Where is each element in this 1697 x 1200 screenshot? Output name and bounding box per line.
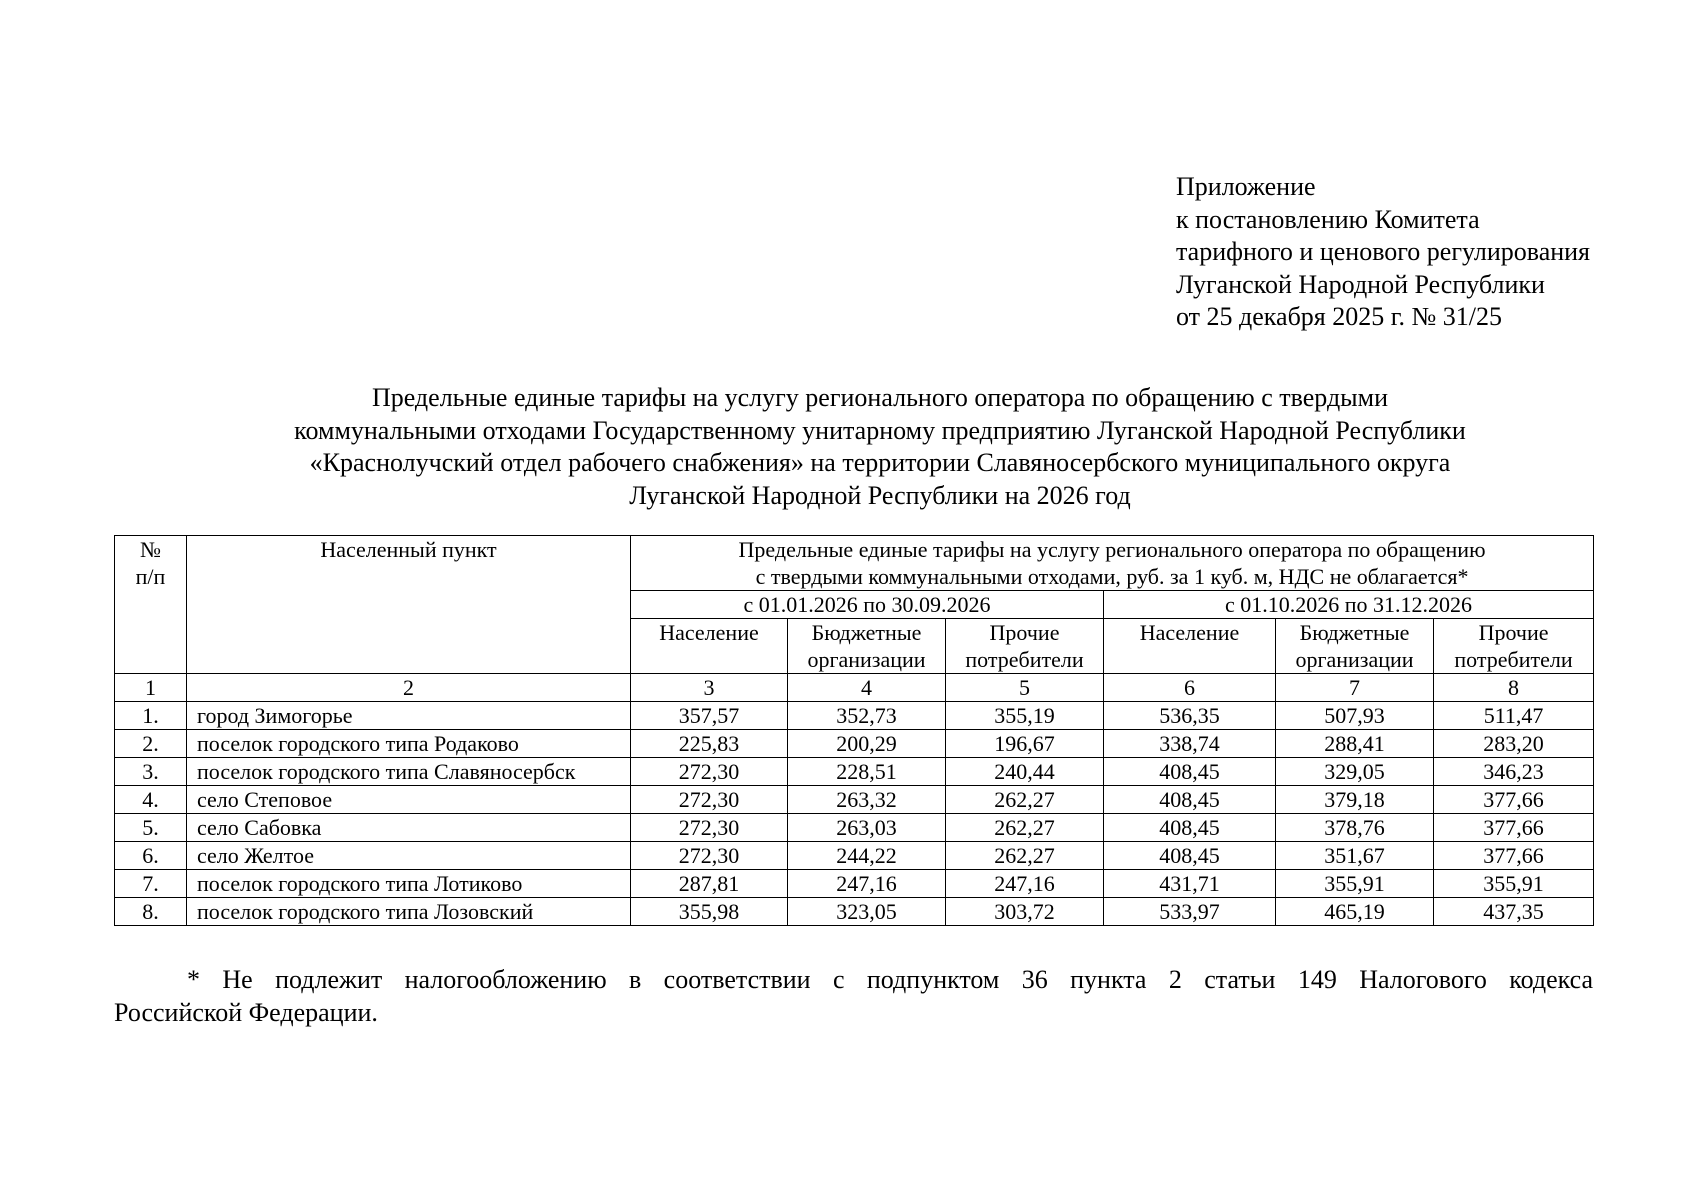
footnote-line: Российской Федерации. (114, 998, 378, 1027)
tariff-cell: 196,67 (946, 730, 1104, 758)
tariff-cell: 378,76 (1276, 814, 1434, 842)
header-tariffs-line1: Предельные единые тарифы на услугу регионального оператора по обращению (738, 537, 1486, 562)
table-row (115, 842, 1594, 870)
column-number: 8 (1434, 674, 1594, 702)
tariff-cell: 355,19 (946, 702, 1104, 730)
header-population-1 (631, 619, 788, 674)
row-number: 8. (115, 898, 187, 926)
tariff-cell: 200,29 (788, 730, 946, 758)
table-row (115, 758, 1594, 786)
header-budget-line2: организации (1295, 647, 1414, 672)
header-other-line2: потребители (1454, 647, 1573, 672)
header-budget-line2: организации (807, 647, 926, 672)
tariff-cell: 240,44 (946, 758, 1104, 786)
header-number-line2: п/п (135, 564, 166, 589)
header-budget-2 (1276, 619, 1434, 674)
tariff-cell: 272,30 (631, 814, 788, 842)
tariff-cell: 437,35 (1434, 898, 1594, 926)
appendix-line: Луганской Народной Республики (1176, 269, 1545, 299)
appendix-block (1176, 171, 1590, 334)
header-budget-line1: Бюджетные (811, 620, 922, 645)
tariff-cell: 357,57 (631, 702, 788, 730)
appendix-line: от 25 декабря 2025 г. № 31/25 (1176, 302, 1503, 331)
tariff-cell: 262,27 (946, 786, 1104, 814)
header-other-1 (946, 619, 1104, 674)
tariff-cell: 533,97 (1104, 898, 1276, 926)
column-number: 7 (1276, 674, 1434, 702)
appendix-line: тарифного и ценового регулирования (1176, 237, 1591, 266)
tariff-cell: 288,41 (1276, 730, 1434, 758)
tariff-cell: 263,03 (788, 814, 946, 842)
tariff-cell: 465,19 (1276, 898, 1434, 926)
tariff-cell: 355,91 (1434, 870, 1594, 898)
appendix-line: к постановлению Комитета (1176, 204, 1480, 234)
header-other-2 (1434, 619, 1594, 674)
tariff-cell: 329,05 (1276, 758, 1434, 786)
table-row (115, 730, 1594, 758)
settlement-name: село Сабовка (187, 814, 631, 842)
column-number: 1 (115, 674, 187, 702)
tariff-cell: 263,32 (788, 786, 946, 814)
tariff-cell: 408,45 (1104, 758, 1276, 786)
tariff-cell: 379,18 (1276, 786, 1434, 814)
table-row (115, 814, 1594, 842)
tariff-cell: 507,93 (1276, 702, 1434, 730)
column-number: 4 (788, 674, 946, 702)
table-row (115, 786, 1594, 814)
table-row (115, 870, 1594, 898)
settlement-name: поселок городского типа Лозовский (187, 898, 631, 926)
row-number: 7. (115, 870, 187, 898)
header-tariffs (631, 536, 1594, 591)
tariff-cell: 431,71 (1104, 870, 1276, 898)
tariff-cell: 352,73 (788, 702, 946, 730)
tariff-cell: 377,66 (1434, 842, 1594, 870)
header-number-line1: № (140, 537, 161, 562)
row-number: 3. (115, 758, 187, 786)
settlement-name: поселок городского типа Родаково (187, 730, 631, 758)
tariff-cell: 377,66 (1434, 814, 1594, 842)
tariff-cell: 536,35 (1104, 702, 1276, 730)
settlement-name: село Желтое (187, 842, 631, 870)
tariff-cell: 283,20 (1434, 730, 1594, 758)
header-population-label: Население (659, 620, 759, 645)
tariff-cell: 355,98 (631, 898, 788, 926)
header-settlement: Населенный пункт (187, 536, 631, 674)
header-other-line1: Прочие (989, 620, 1060, 645)
row-number: 5. (115, 814, 187, 842)
header-budget-line1: Бюджетные (1299, 620, 1410, 645)
header-period-1: с 01.01.2026 по 30.09.2026 (631, 591, 1104, 619)
column-number: 2 (187, 674, 631, 702)
tariff-cell: 323,05 (788, 898, 946, 926)
title-line: Луганской Народной Республики на 2026 год (629, 480, 1131, 510)
tariff-cell: 228,51 (788, 758, 946, 786)
settlement-name: поселок городского типа Лотиково (187, 870, 631, 898)
tariff-cell: 511,47 (1434, 702, 1594, 730)
row-number: 6. (115, 842, 187, 870)
row-number: 2. (115, 730, 187, 758)
tariff-cell: 247,16 (788, 870, 946, 898)
table-row (115, 702, 1594, 730)
tariff-cell: 287,81 (631, 870, 788, 898)
column-numbers-row (115, 674, 1594, 702)
tariff-cell: 262,27 (946, 842, 1104, 870)
settlement-name: город Зимогорье (187, 702, 631, 730)
tariff-cell: 408,45 (1104, 842, 1276, 870)
header-population-label: Население (1139, 620, 1240, 645)
header-budget-1 (788, 619, 946, 674)
settlement-name: поселок городского типа Славяносербск (187, 758, 631, 786)
tariff-cell: 338,74 (1104, 730, 1276, 758)
tariff-cell: 408,45 (1104, 786, 1276, 814)
title-line: коммунальными отходами Государственному унитарному предприятию Луганской Народной Республики (294, 415, 1466, 445)
tariff-cell: 225,83 (631, 730, 788, 758)
tariff-cell: 272,30 (631, 842, 788, 870)
settlement-name: село Степовое (187, 786, 631, 814)
tariff-cell: 244,22 (788, 842, 946, 870)
tariff-cell: 272,30 (631, 758, 788, 786)
header-number (115, 536, 187, 674)
title-line: Предельные единые тарифы на услугу регионального оператора по обращению с твердыми (371, 383, 1389, 412)
tariff-cell: 303,72 (946, 898, 1104, 926)
row-number: 1. (115, 702, 187, 730)
tariff-cell: 351,67 (1276, 842, 1434, 870)
title-line: «Краснолучский отдел рабочего снабжения» на территории Славяносербского муниципального округа (309, 448, 1451, 477)
tariff-cell: 272,30 (631, 786, 788, 814)
header-period-2: с 01.10.2026 по 31.12.2026 (1104, 591, 1594, 619)
document-title (160, 382, 1600, 512)
appendix-line: Приложение (1176, 172, 1316, 201)
tariffs-table (114, 535, 1594, 926)
column-number: 6 (1104, 674, 1276, 702)
table-header-row (115, 536, 1594, 591)
row-number: 4. (115, 786, 187, 814)
header-other-line2: потребители (965, 647, 1084, 672)
footnote (114, 963, 1593, 1029)
table-row (115, 898, 1594, 926)
column-number: 3 (631, 674, 788, 702)
tariff-cell: 262,27 (946, 814, 1104, 842)
tariff-cell: 408,45 (1104, 814, 1276, 842)
column-number: 5 (946, 674, 1104, 702)
header-other-line1: Прочие (1478, 620, 1549, 645)
header-population-2 (1104, 619, 1276, 674)
tariff-cell: 377,66 (1434, 786, 1594, 814)
tariff-cell: 355,91 (1276, 870, 1434, 898)
tariff-cell: 247,16 (946, 870, 1104, 898)
header-tariffs-line2: с твердыми коммунальными отходами, руб. за 1 куб. м, НДС не облагается* (755, 564, 1469, 589)
footnote-line: * Не подлежит налогообложению в соответствии с подпунктом 36 пункта 2 статьи 149 Налогового кодекса (187, 965, 1593, 994)
tariff-cell: 346,23 (1434, 758, 1594, 786)
